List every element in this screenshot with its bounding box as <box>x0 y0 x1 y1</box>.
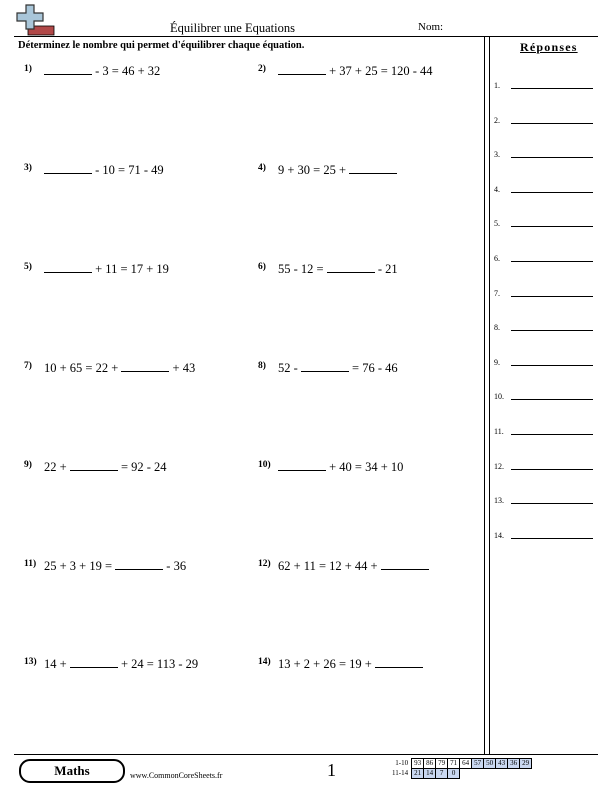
equation-right-text: + 24 = 113 - 29 <box>117 657 199 671</box>
answer-row <box>494 321 594 335</box>
score-key-cell: 50 <box>484 759 496 769</box>
answer-row <box>494 460 594 474</box>
equation <box>44 163 164 178</box>
equation <box>278 262 398 277</box>
answer-number: 2. <box>494 116 500 125</box>
answer-row <box>494 425 594 439</box>
problem-number: 11) <box>24 559 37 569</box>
equation-right-text: - 36 <box>163 559 187 573</box>
page-title: Équilibrer une Equations <box>170 21 295 35</box>
column-divider <box>489 36 490 754</box>
equation <box>44 460 167 475</box>
answer-line[interactable] <box>511 261 593 262</box>
equation <box>278 460 403 475</box>
answer-blank[interactable] <box>44 163 92 174</box>
equation <box>44 64 160 79</box>
problem-number: 4) <box>258 163 266 173</box>
problem-number: 6) <box>258 262 266 272</box>
problem-number: 12) <box>258 559 271 569</box>
score-key-cell: 0 <box>448 769 460 779</box>
answers-title: Réponses <box>520 40 578 54</box>
answer-row <box>494 252 594 266</box>
answer-blank[interactable] <box>70 460 118 471</box>
problem-number: 8) <box>258 361 266 371</box>
score-key-row <box>390 759 532 769</box>
equation <box>278 64 433 79</box>
answer-number: 7. <box>494 289 500 298</box>
problem-number: 3) <box>24 163 32 173</box>
answer-row <box>494 494 594 508</box>
equation-right-text: + 40 = 34 + 10 <box>326 460 404 474</box>
page-number: 1 <box>327 760 336 780</box>
problem-number: 5) <box>24 262 32 272</box>
answer-line[interactable] <box>511 399 593 400</box>
equation <box>278 361 398 376</box>
answer-number: 6. <box>494 254 500 263</box>
equation-right-text: + 43 <box>169 361 196 375</box>
equation-left-text: 62 + 11 = 12 + 44 + <box>278 559 381 573</box>
answer-row <box>494 148 594 162</box>
problem-number: 10) <box>258 460 271 470</box>
answer-line[interactable] <box>511 469 593 470</box>
problem-number: 9) <box>24 460 32 470</box>
answer-row <box>494 114 594 128</box>
header-divider <box>14 36 598 37</box>
equation-right-text: = 92 - 24 <box>117 460 167 474</box>
answer-blank[interactable] <box>70 657 118 668</box>
score-key-cell: 79 <box>436 759 448 769</box>
name-label: Nom: <box>418 21 444 33</box>
answer-number: 9. <box>494 358 500 367</box>
answer-number: 3. <box>494 150 500 159</box>
equation <box>278 657 423 672</box>
answer-blank[interactable] <box>349 163 397 174</box>
answer-number: 10. <box>494 392 504 401</box>
answer-row <box>494 390 594 404</box>
score-key-cell: 7 <box>436 769 448 779</box>
commoncoresheets-logo-icon <box>16 4 72 36</box>
equation-left-text: 9 + 30 = 25 + <box>278 163 350 177</box>
answer-number: 13. <box>494 496 504 505</box>
score-key-cell: 36 <box>508 759 520 769</box>
answer-line[interactable] <box>511 296 593 297</box>
equation-right-text: - 10 = 71 - 49 <box>92 163 164 177</box>
score-key-label: 11-14 <box>392 769 409 777</box>
answer-blank[interactable] <box>327 262 375 273</box>
score-key-label: 1-10 <box>395 759 409 767</box>
equation-right-text: + 37 + 25 = 120 - 44 <box>326 64 433 78</box>
answer-line[interactable] <box>511 192 593 193</box>
problem-number: 1) <box>24 64 32 74</box>
subject-badge: Maths <box>19 759 125 783</box>
score-key-cell: 29 <box>520 759 532 769</box>
answer-blank[interactable] <box>301 361 349 372</box>
score-key-table <box>390 758 532 779</box>
answer-line[interactable] <box>511 157 593 158</box>
equation-left-text: 55 - 12 = <box>278 262 327 276</box>
answer-row <box>494 356 594 370</box>
equation-left-text: 52 - <box>278 361 301 375</box>
answer-line[interactable] <box>511 434 593 435</box>
answer-blank[interactable] <box>44 262 92 273</box>
answer-number: 5. <box>494 219 500 228</box>
equation <box>44 657 198 672</box>
answer-row <box>494 529 594 543</box>
score-key-row <box>390 769 532 779</box>
equation-right-text: = 76 - 46 <box>348 361 398 375</box>
equation-left-text: 25 + 3 + 19 = <box>44 559 116 573</box>
answer-row <box>494 183 594 197</box>
equation <box>44 361 195 376</box>
score-key-cell: 43 <box>496 759 508 769</box>
equation <box>44 559 186 574</box>
answer-line[interactable] <box>511 503 593 504</box>
answer-number: 1. <box>494 81 500 90</box>
equation-left-text: 22 + <box>44 460 70 474</box>
answer-row <box>494 79 594 93</box>
answer-row <box>494 217 594 231</box>
equation <box>278 559 429 574</box>
answer-blank[interactable] <box>381 559 429 570</box>
answer-blank[interactable] <box>278 64 326 75</box>
equation-right-text: + 11 = 17 + 19 <box>92 262 169 276</box>
answer-line[interactable] <box>511 123 593 124</box>
column-divider <box>484 36 485 754</box>
answer-line[interactable] <box>511 365 593 366</box>
score-key-cell: 71 <box>448 759 460 769</box>
equation <box>278 163 397 178</box>
score-key-cell: 93 <box>412 759 424 769</box>
equation-left-text: 10 + 65 = 22 + <box>44 361 122 375</box>
equation-left-text: 13 + 2 + 26 = 19 + <box>278 657 375 671</box>
footer-divider <box>14 754 598 755</box>
equation-left-text: 14 + <box>44 657 70 671</box>
answer-number: 11. <box>494 427 504 436</box>
score-key-cell: 14 <box>424 769 436 779</box>
answer-blank[interactable] <box>278 460 326 471</box>
score-key-cell: 64 <box>460 759 472 769</box>
problem-number: 7) <box>24 361 32 371</box>
answer-number: 8. <box>494 323 500 332</box>
problem-number: 2) <box>258 64 266 74</box>
answer-line[interactable] <box>511 226 593 227</box>
answer-number: 12. <box>494 462 504 471</box>
answer-line[interactable] <box>511 538 593 539</box>
answer-blank[interactable] <box>375 657 423 668</box>
answer-line[interactable] <box>511 330 593 331</box>
score-key-cell: 86 <box>424 759 436 769</box>
problem-number: 13) <box>24 657 37 667</box>
score-key-cell: 57 <box>472 759 484 769</box>
answer-blank[interactable] <box>44 64 92 75</box>
answer-blank[interactable] <box>115 559 163 570</box>
answer-row <box>494 287 594 301</box>
problem-number: 14) <box>258 657 271 667</box>
website-link[interactable]: www.CommonCoreSheets.fr <box>130 771 223 780</box>
equation-right-text: - 21 <box>374 262 398 276</box>
equation <box>44 262 169 277</box>
answer-number: 14. <box>494 531 504 540</box>
answer-line[interactable] <box>511 88 593 89</box>
instructions: Déterminez le nombre qui permet d'équilibrer chaque équation. <box>18 40 305 51</box>
answer-number: 4. <box>494 185 500 194</box>
answer-blank[interactable] <box>121 361 169 372</box>
score-key-cell: 21 <box>412 769 424 779</box>
equation-right-text: - 3 = 46 + 32 <box>92 64 161 78</box>
